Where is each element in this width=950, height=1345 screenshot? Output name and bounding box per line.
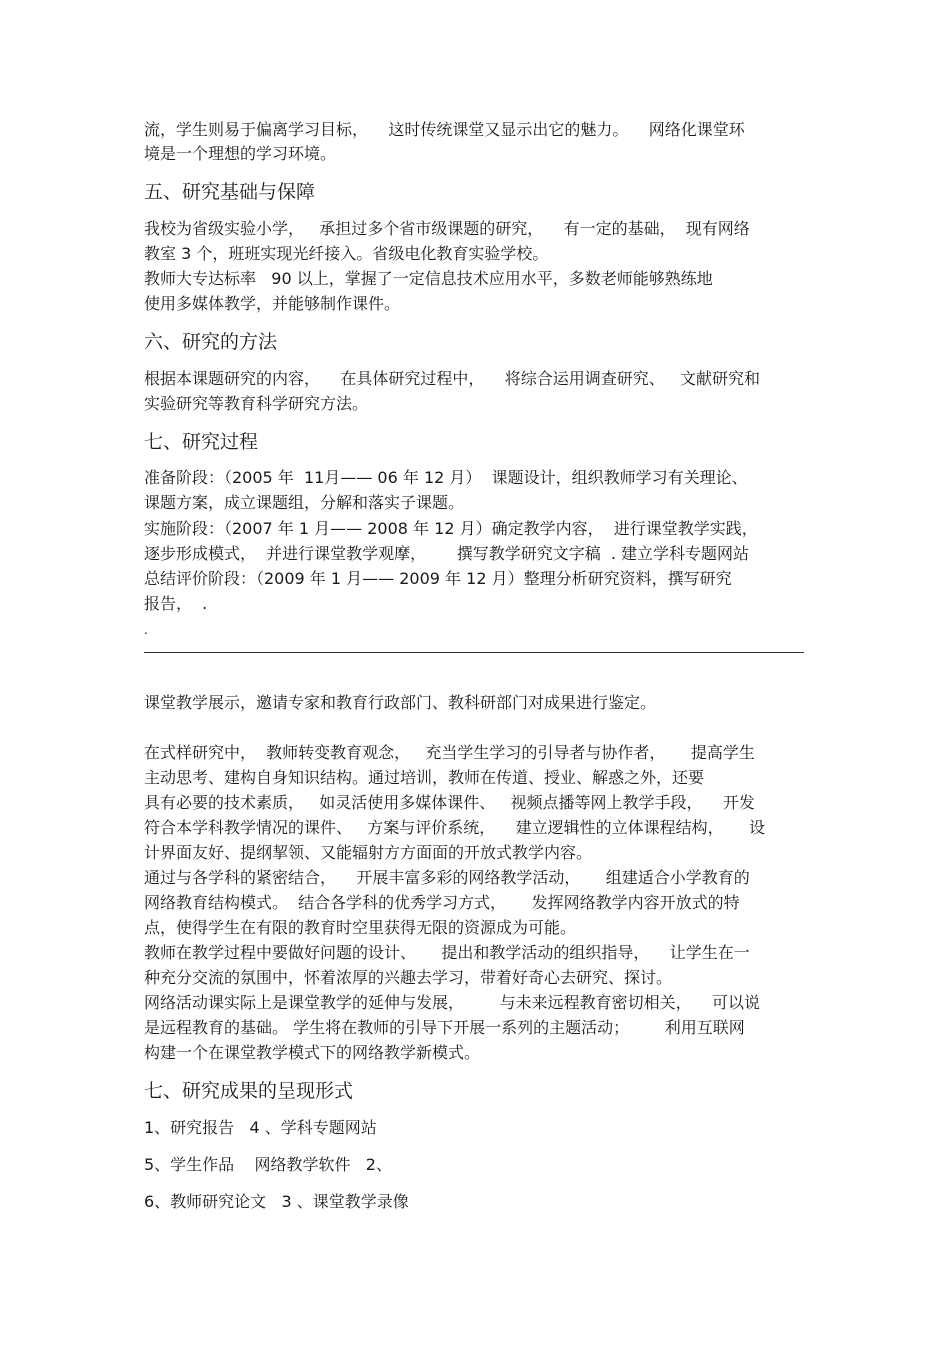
- paragraph-line: 报告， .: [144, 594, 208, 613]
- paragraph-line: 逐步形成模式， 并进行课堂教学观摩， 撰写教学研究文字稿 . 建立学科专题网站: [144, 544, 750, 563]
- section-heading-7: 七、研究过程: [144, 431, 259, 453]
- paragraph-line: 网络教育结构模式。 结合各学科的优秀学习方式， 发挥网络教学内容开放式的特: [144, 893, 740, 912]
- section-heading-results: 七、研究成果的呈现形式: [144, 1080, 354, 1102]
- paragraph-line: 点，使得学生在有限的教育时空里获得无限的资源成为可能。: [144, 918, 577, 937]
- paragraph-line: 教师在教学过程中要做好问题的设计、 提出和教学活动的组织指导， 让学生在一: [144, 943, 750, 962]
- paragraph-line: 主动思考、建构自身知识结构。通过培训，教师在传道、授业、解惑之外，还要: [144, 768, 705, 787]
- paragraph-line: 在式样研究中， 教师转变教育观念， 充当学生学习的引导者与协作者， 提高学生: [144, 743, 755, 762]
- paragraph-line: 具有必要的技术素质， 如灵活使用多媒体课件、 视频点播等网上教学手段， 开发: [144, 793, 755, 812]
- list-item: 1、研究报告 4 、学科专题网站: [144, 1118, 377, 1137]
- paragraph-line: 使用多媒体教学，并能够制作课件。: [144, 294, 401, 313]
- paragraph-line: 课题方案，成立课题组，分解和落实子课题。: [144, 493, 465, 512]
- paragraph-line: 流，学生则易于偏离学习目标， 这时传统课堂又显示出它的魅力。 网络化课堂环: [144, 120, 745, 139]
- paragraph-line: 网络活动课实际上是课堂教学的延伸与发展， 与未来远程教育密切相关， 可以说: [144, 993, 760, 1012]
- list-item: 5、学生作品 网络教学软件 2、: [144, 1155, 392, 1174]
- paragraph-line: 根据本课题研究的内容， 在具体研究过程中， 将综合运用调查研究、 文献研究和: [144, 369, 760, 388]
- paragraph-line: 实验研究等教育科学研究方法。: [144, 394, 369, 413]
- paragraph-line: 是远程教育的基础。 学生将在教师的引导下开展一系列的主题活动； 利用互联网: [144, 1018, 745, 1037]
- paragraph-line: 教师大专达标率 90 以上，掌握了一定信息技术应用水平，多数老师能够熟练地: [144, 269, 713, 288]
- paragraph-line: 构建一个在课堂教学模式下的网络教学新模式。: [144, 1043, 481, 1062]
- list-item: 6、教师研究论文 3 、课堂教学录像: [144, 1192, 409, 1211]
- page-divider: [144, 652, 804, 653]
- paragraph-line: 符合本学科教学情况的课件、 方案与评价系统， 建立逻辑性的立体课程结构， 设: [144, 818, 766, 837]
- stray-dot: .: [144, 623, 148, 637]
- paragraph-line: 计界面友好、提纲挈领、又能辐射方方面面的开放式教学内容。: [144, 843, 593, 862]
- section-heading-5: 五、研究基础与保障: [144, 181, 316, 203]
- paragraph-line: 教室 3 个，班班实现光纤接入。省级电化教育实验学校。: [144, 244, 549, 263]
- paragraph-line: 种充分交流的氛围中，怀着浓厚的兴趣去学习，带着好奇心去研究、探讨。: [144, 968, 673, 987]
- paragraph-line: 我校为省级实验小学， 承担过多个省市级课题的研究， 有一定的基础， 现有网络: [144, 219, 750, 238]
- paragraph-line: 总结评价阶段：（2009 年 1 月—— 2009 年 12 月）整理分析研究资料，撰写研究: [144, 569, 732, 588]
- paragraph-line: 准备阶段：（2005 年 11月—— 06 年 12 月） 课题设计，组织教师学习有关理论、: [144, 468, 748, 487]
- section-heading-6: 六、研究的方法: [144, 331, 278, 353]
- paragraph-line: 通过与各学科的紧密结合， 开展丰富多彩的网络教学活动， 组建适合小学教育的: [144, 868, 750, 887]
- paragraph-line: 境是一个理想的学习环境。: [144, 144, 337, 163]
- paragraph-line: 课堂教学展示，邀请专家和教育行政部门、教科研部门对成果进行鉴定。: [144, 693, 657, 712]
- paragraph-line: 实施阶段：（2007 年 1 月—— 2008 年 12 月）确定教学内容， 进行课堂教学实践，: [144, 519, 758, 538]
